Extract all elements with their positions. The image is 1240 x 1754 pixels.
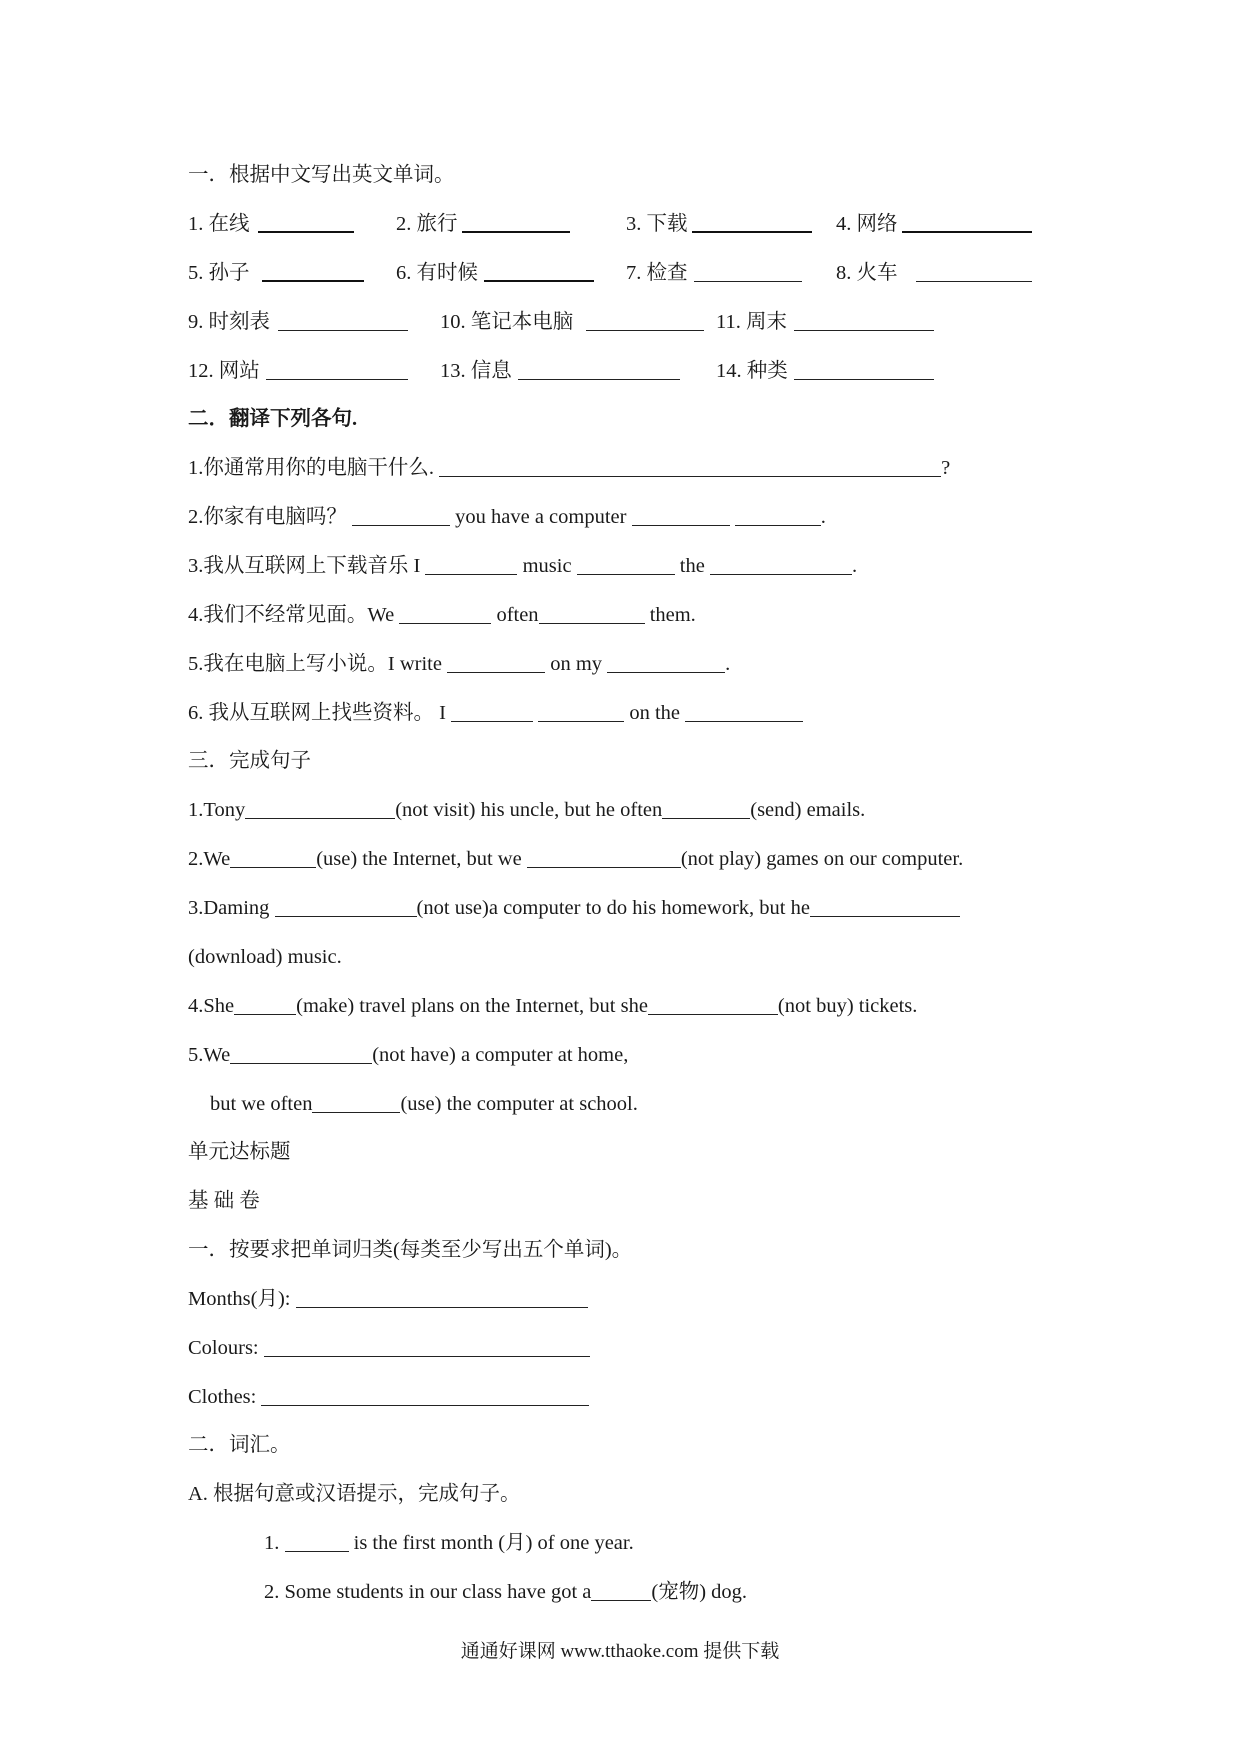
complete-sentence-3: 3.Daming (not use)a computer to do his homework, but he — [188, 895, 960, 921]
vocab-item: 2. 旅行 — [396, 213, 458, 235]
vocab-item: 5. 孙子 — [188, 262, 250, 284]
answer-blank[interactable] — [425, 554, 517, 575]
part2-title: 二．翻译下列各句. — [188, 408, 358, 430]
answer-blank[interactable] — [439, 456, 941, 477]
vocab-item: 9. 时刻表 — [188, 311, 270, 333]
vocab-blank[interactable] — [692, 211, 812, 237]
unit-subtitle: 基 础 卷 — [188, 1190, 260, 1212]
answer-blank[interactable] — [312, 1092, 400, 1113]
translate-sentence-2: 2.你家有电脑吗？ you have a computer . — [188, 506, 826, 528]
vocab-blank[interactable] — [794, 358, 934, 384]
section1-title: 一．按要求把单词归类(每类至少写出五个单词)。 — [188, 1239, 633, 1261]
complete-sentence-3-cont: (download) music. — [188, 946, 342, 968]
vocab-blank[interactable] — [266, 358, 408, 384]
unit-title: 单元达标题 — [188, 1141, 291, 1163]
vocab-item: 4. 网络 — [836, 213, 898, 235]
answer-blank[interactable] — [710, 554, 852, 575]
complete-sentence-5: 5.We (not have) a computer at home, — [188, 1044, 629, 1066]
vocab-blank[interactable] — [518, 358, 680, 384]
vocab-blank[interactable] — [902, 211, 1032, 237]
answer-blank[interactable] — [685, 701, 803, 722]
clothes-blank[interactable] — [261, 1385, 589, 1406]
part1-title: 一．根据中文写出英文单词。 — [188, 164, 455, 186]
answer-blank[interactable] — [735, 505, 821, 526]
translate-sentence-5: 5.我在电脑上写小说。I write on my . — [188, 653, 731, 675]
complete-sentence-2: 2.We (use) the Internet, but we (not play) games on our computer. — [188, 848, 964, 870]
translate-sentence-4: 4.我们不经常见面。We often them. — [188, 604, 696, 626]
vocab-sentence-2: 2. Some students in our class have got a (宠物) dog. — [264, 1581, 748, 1603]
vocab-item: 11. 周末 — [716, 311, 787, 333]
vocab-blank[interactable] — [916, 260, 1032, 286]
answer-blank[interactable] — [648, 994, 778, 1015]
sectionA-title: A. 根据句意或汉语提示，完成句子。 — [188, 1483, 521, 1505]
months-row: Months(月): — [188, 1286, 588, 1312]
answer-blank[interactable] — [275, 896, 417, 917]
complete-sentence-5-cont: but we often (use) the computer at school. — [210, 1093, 638, 1115]
answer-blank[interactable] — [230, 847, 316, 868]
vocab-blank[interactable] — [694, 260, 802, 286]
answer-blank[interactable] — [451, 701, 533, 722]
translate-sentence-6: 6. 我从互联网上找些资料。 I on the — [188, 700, 803, 726]
complete-sentence-1: 1.Tony (not visit) his uncle, but he often (send) emails. — [188, 799, 866, 821]
answer-blank[interactable] — [447, 652, 545, 673]
vocab-blank[interactable] — [586, 309, 704, 335]
answer-blank[interactable] — [399, 603, 491, 624]
answer-blank[interactable] — [245, 798, 395, 819]
answer-blank[interactable] — [539, 603, 645, 624]
vocab-item: 1. 在线 — [188, 213, 250, 235]
translate-sentence-1: 1.你通常用你的电脑干什么. ? — [188, 457, 951, 479]
colours-row: Colours: — [188, 1335, 590, 1361]
answer-blank[interactable] — [352, 505, 450, 526]
complete-sentence-4: 4.She (make) travel plans on the Internet, but she (not buy) tickets. — [188, 995, 918, 1017]
part3-title: 三．完成句子 — [188, 750, 311, 772]
vocab-item: 8. 火车 — [836, 262, 898, 284]
answer-blank[interactable] — [577, 554, 675, 575]
vocab-blank[interactable] — [484, 260, 594, 286]
vocab-item: 3. 下载 — [626, 213, 688, 235]
answer-blank[interactable] — [285, 1531, 349, 1552]
answer-blank[interactable] — [234, 994, 296, 1015]
vocab-blank[interactable] — [794, 309, 934, 335]
answer-blank[interactable] — [591, 1580, 651, 1601]
vocab-sentence-1: 1. is the first month (月) of one year. — [264, 1532, 634, 1554]
answer-blank[interactable] — [810, 896, 960, 917]
vocab-item: 10. 笔记本电脑 — [440, 311, 574, 333]
answer-blank[interactable] — [662, 798, 750, 819]
translate-sentence-3: 3.我从互联网上下载音乐 I music the . — [188, 555, 858, 577]
vocab-blank[interactable] — [462, 211, 570, 237]
vocab-item: 13. 信息 — [440, 360, 512, 382]
vocab-item: 14. 种类 — [716, 360, 788, 382]
section2-title: 二．词汇。 — [188, 1434, 291, 1456]
answer-blank[interactable] — [607, 652, 725, 673]
vocab-blank[interactable] — [278, 309, 408, 335]
colours-blank[interactable] — [264, 1336, 590, 1357]
answer-blank[interactable] — [538, 701, 624, 722]
footer-credit: 通通好课网 www.tthaoke.com 提供下载 — [460, 1641, 780, 1662]
vocab-blank[interactable] — [258, 211, 354, 237]
vocab-blank[interactable] — [262, 260, 364, 286]
answer-blank[interactable] — [527, 847, 681, 868]
months-blank[interactable] — [296, 1287, 588, 1308]
clothes-row: Clothes: — [188, 1384, 589, 1410]
vocab-item: 7. 检查 — [626, 262, 688, 284]
answer-blank[interactable] — [632, 505, 730, 526]
vocab-item: 12. 网站 — [188, 360, 260, 382]
answer-blank[interactable] — [230, 1043, 372, 1064]
vocab-item: 6. 有时候 — [396, 262, 478, 284]
